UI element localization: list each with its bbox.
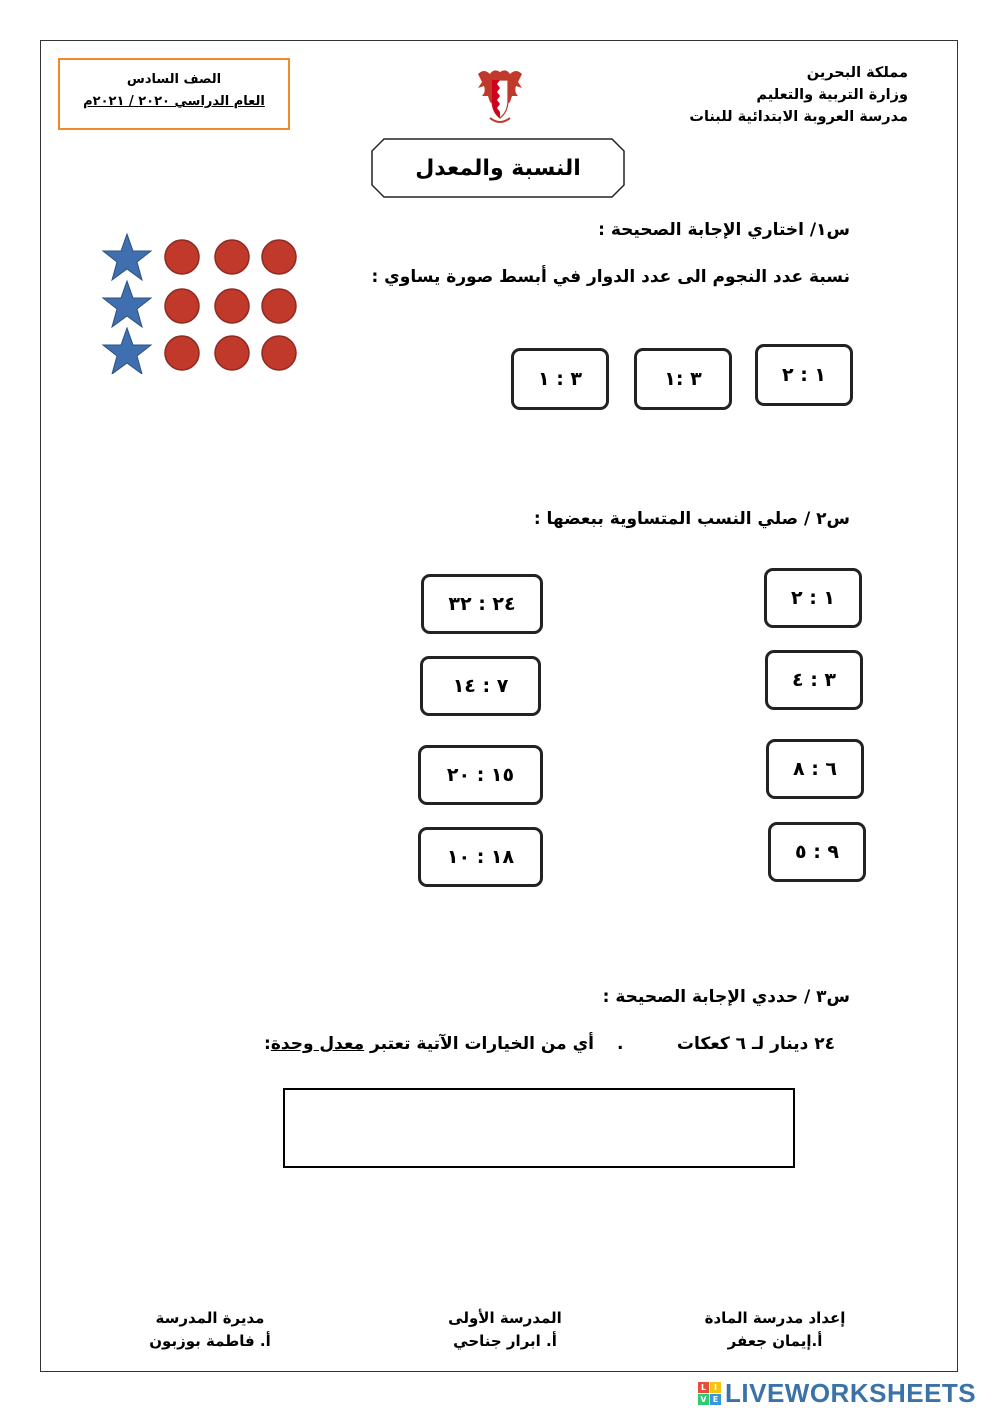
circle-shape <box>165 336 199 370</box>
logo-letter: E <box>710 1394 721 1405</box>
q3-question-emphasis: معدل وحدة <box>270 1034 365 1054</box>
q3-statement: ٢٤ دينار لـ ٦ كعكات <box>676 1034 835 1054</box>
star-shape <box>103 281 151 327</box>
logo-letter: V <box>698 1394 709 1405</box>
bahrain-emblem-icon <box>470 66 530 128</box>
q2-left-ratio-1[interactable]: ١ : ٢ <box>764 568 862 628</box>
signature-role: المدرسة الأولى <box>448 1309 562 1327</box>
ministry-line: وزارة التربية والتعليم <box>756 87 908 103</box>
grade-info-box <box>58 58 290 130</box>
q3-answer-box[interactable] <box>283 1088 795 1168</box>
grade-label: الصف السادس <box>126 72 222 87</box>
signature-principal <box>125 1307 295 1353</box>
circle-shape <box>262 336 296 370</box>
signature-teacher <box>690 1307 860 1353</box>
q3-question-prefix: أي من الخيارات الآتية تعتبر <box>364 1034 594 1054</box>
page-title: النسبة والمعدل <box>415 155 581 181</box>
signature-role: مديرة المدرسة <box>155 1309 265 1327</box>
school-year-label: العام الدراسي ٢٠٢٠ / ٢٠٢١م <box>83 94 265 109</box>
q2-left-ratio-4[interactable]: ٩ : ٥ <box>768 822 866 882</box>
logo-letter: L <box>698 1382 709 1393</box>
signature-name: أ. فاطمة بوزبون <box>149 1332 271 1350</box>
q1-option-3[interactable]: ٣ : ١ <box>511 348 609 410</box>
q3-separator-dot: . <box>617 1034 624 1054</box>
liveworksheets-logo-icon <box>698 1382 721 1405</box>
ministry-header <box>689 62 908 128</box>
logo-letter: I <box>710 1382 721 1393</box>
kingdom-line: مملكة البحرين <box>806 65 908 81</box>
q2-right-ratio-4[interactable]: ١٨ : ١٠ <box>418 827 543 887</box>
q2-right-ratio-1[interactable]: ٢٤ : ٣٢ <box>421 574 543 634</box>
circle-shape <box>262 240 296 274</box>
q1-heading: س١/ اختاري الإجابة الصحيحة : <box>598 220 850 240</box>
circle-shape <box>165 289 199 323</box>
q2-left-ratio-2[interactable]: ٣ : ٤ <box>765 650 863 710</box>
q2-right-ratio-2[interactable]: ٧ : ١٤ <box>420 656 541 716</box>
q2-left-ratio-3[interactable]: ٦ : ٨ <box>766 739 864 799</box>
star-shape <box>103 328 151 374</box>
liveworksheets-brand[interactable] <box>698 1378 976 1408</box>
signature-name: أ.إيمان جعفر <box>727 1332 823 1350</box>
circle-shape <box>262 289 296 323</box>
q3-question-suffix: : <box>264 1034 271 1054</box>
circle-shape <box>165 240 199 274</box>
brand-name: LIVEWORKSHEETS <box>725 1377 977 1408</box>
signature-name: أ. ابرار جناحي <box>453 1332 557 1350</box>
q1-option-1[interactable]: ١ : ٢ <box>755 344 853 406</box>
circle-shape <box>215 289 249 323</box>
circle-shape <box>215 240 249 274</box>
signature-senior-teacher <box>420 1307 590 1353</box>
circle-shape <box>215 336 249 370</box>
q1-option-2[interactable]: ٣ :١ <box>634 348 732 410</box>
q2-right-ratio-3[interactable]: ١٥ : ٢٠ <box>418 745 543 805</box>
school-line: مدرسة العروبة الابتدائية للبنات <box>689 109 908 125</box>
q3-question <box>264 1034 594 1054</box>
q1-prompt: نسبة عدد النجوم الى عدد الدوار في أبسط صورة يساوي : <box>371 267 850 287</box>
signature-role: إعداد مدرسة المادة <box>704 1309 846 1327</box>
q2-heading: س٢ / صلي النسب المتساوية ببعضها : <box>533 509 850 529</box>
star-shape <box>103 234 151 280</box>
q3-heading: س٣ / حددي الإجابة الصحيحة : <box>602 987 850 1007</box>
stars-circles-figure <box>100 232 304 374</box>
